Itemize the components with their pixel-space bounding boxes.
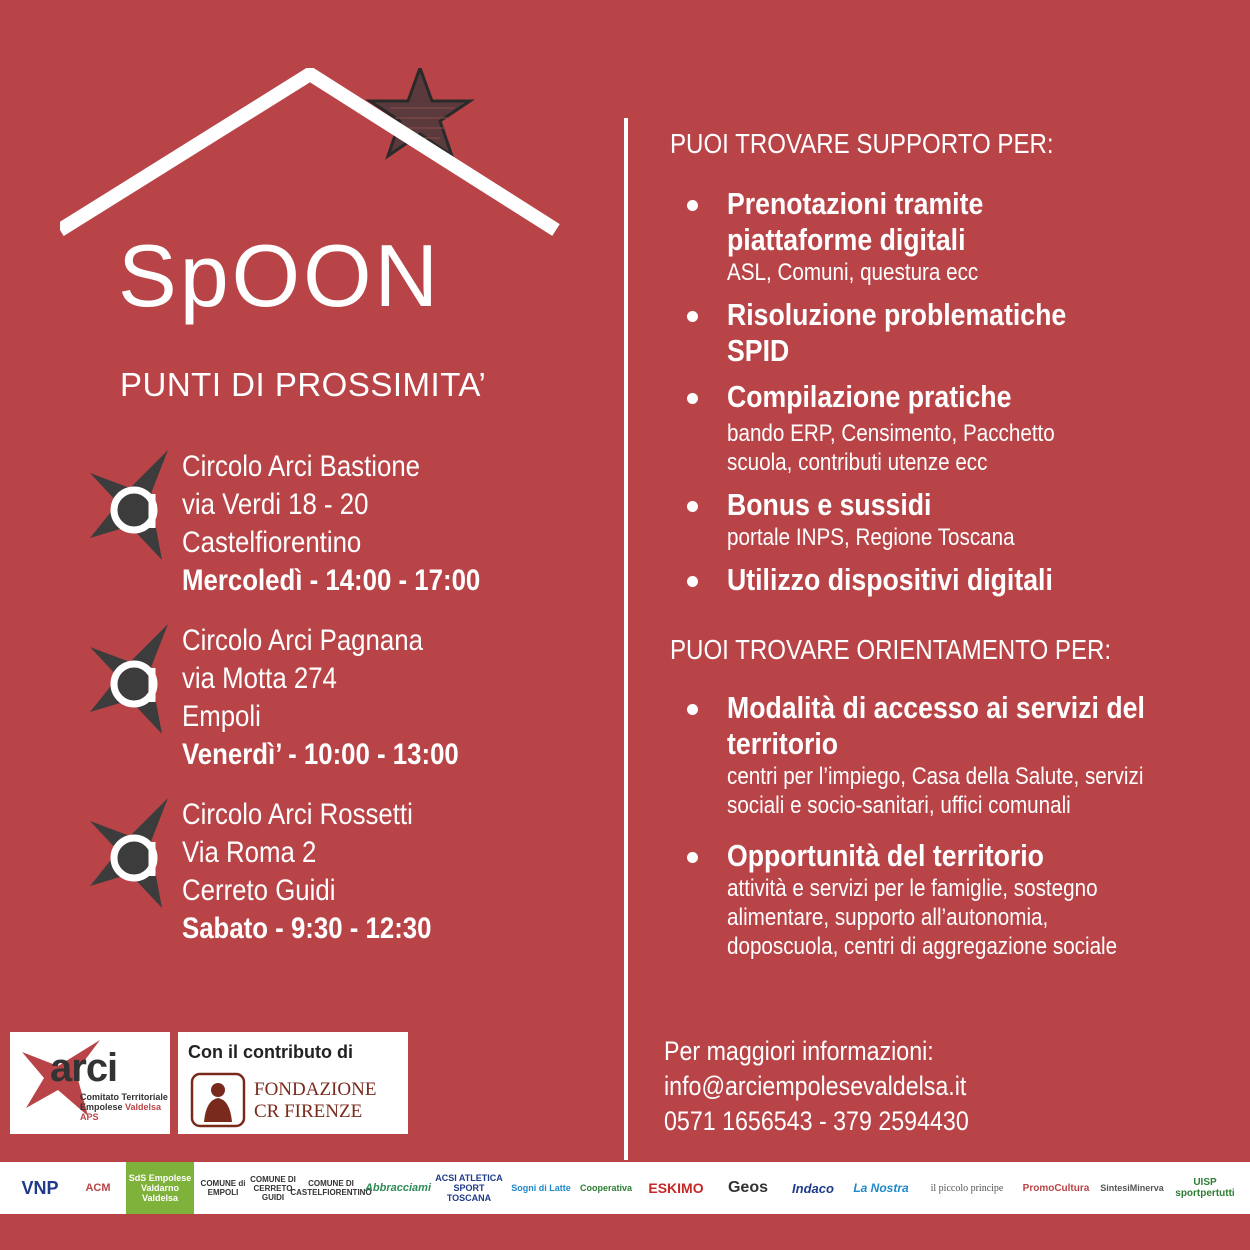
venue-card [90, 448, 610, 608]
venue-address: Via Roma 2 [182, 836, 317, 869]
arci-logo: arci Comitato Territoriale Empolese Valdelsa APS [10, 1032, 170, 1134]
venue-name: Circolo Arci Pagnana [182, 624, 423, 657]
contribution-box [178, 1032, 408, 1134]
partner-logos-strip [0, 1162, 1250, 1214]
arci-star-icon [90, 448, 180, 568]
support-title: PUOI TROVARE SUPPORTO PER: [670, 128, 1054, 159]
partner-logo: il piccolo principe [930, 1182, 1004, 1194]
partner-logo: COMUNE DI CASTELFIORENTINO [290, 1179, 372, 1197]
venue-hours: Sabato - 9:30 - 12:30 [182, 912, 432, 945]
partner-logo: VNP [21, 1177, 59, 1198]
contacts-block [664, 1034, 969, 1139]
venue-address: via Verdi 18 - 20 [182, 488, 369, 521]
bullet-icon [687, 200, 698, 211]
bullet-icon [687, 393, 698, 404]
fondazione-name: FONDAZIONE CR FIRENZE [254, 1079, 377, 1122]
bullet-icon [687, 852, 698, 863]
venue-city: Cerreto Guidi [182, 874, 336, 907]
partner-logo: La Nostra [853, 1181, 909, 1195]
column-divider [624, 118, 628, 1160]
bullet-icon [687, 576, 698, 587]
bullet-icon [687, 501, 698, 512]
contact-email-link[interactable]: info@arciempolesevaldelsa.it [664, 1071, 967, 1101]
venue-name: Circolo Arci Rossetti [182, 798, 413, 831]
partner-logo: Sogni di Latte [511, 1183, 571, 1193]
partner-logo: ACSI ATLETICA SPORT TOSCANA [435, 1173, 503, 1203]
brand-subtitle: PUNTI DI PROSSIMITA’ [120, 366, 487, 403]
venue-hours: Venerdì’ - 10:00 - 13:00 [182, 738, 459, 771]
fondazione-emblem-icon [190, 1072, 246, 1128]
list-item: Bonus e sussidi portale INPS, Regione Toscana [680, 487, 1240, 552]
venue-city: Empoli [182, 700, 261, 733]
partner-logo: ESKIMO [648, 1180, 704, 1196]
partner-logo: SintesiMinerva [1100, 1183, 1164, 1193]
partner-logo: COMUNE di EMPOLI [200, 1179, 246, 1197]
bullet-icon [687, 704, 698, 715]
venue-card [90, 622, 610, 782]
partner-logo: COMUNE DI CERRETO GUIDI [250, 1174, 296, 1202]
partner-logo: SdS Empolese Valdarno Valdelsa [126, 1162, 194, 1214]
venue-name: Circolo Arci Bastione [182, 450, 421, 483]
arci-star-icon [90, 622, 180, 742]
partner-logo: Indaco [792, 1180, 834, 1196]
list-item: Risoluzione problematiche SPID [680, 297, 1240, 369]
partner-logo: UISP sportpertutti [1175, 1177, 1235, 1199]
venue-hours: Mercoledì - 14:00 - 17:00 [182, 564, 481, 597]
brand-title: SpOON [118, 226, 442, 325]
venue-city: Castelfiorentino [182, 526, 362, 559]
house-logo [60, 68, 560, 243]
partner-logo: Abbracciami [364, 1182, 432, 1194]
partner-logo: Cooperativa [579, 1183, 632, 1193]
list-item: Compilazione pratiche bando ERP, Censimento, Pacchetto scuola, contributi utenze ecc [680, 379, 1240, 477]
contacts-label: Per maggiori informazioni: [664, 1036, 934, 1066]
list-item: Modalità di accesso ai servizi del territorio centri per l’impiego, Casa della Salute, servizi sociali e socio-sanitari, uffici comunali [680, 690, 1240, 820]
bullet-icon [687, 311, 698, 322]
partner-logo: PromoCultura [1022, 1182, 1090, 1194]
list-item: Opportunità del territorio attività e servizi per le famiglie, sostegno alimentare, supporto all’autonomia, doposcuola, centri di aggregazione sociale [680, 838, 1240, 961]
contribution-label: Con il contributo di [188, 1042, 353, 1062]
support-list [680, 186, 1240, 608]
arci-star-icon [90, 796, 180, 916]
partner-logo: Geos [727, 1179, 768, 1196]
list-item: Utilizzo dispositivi digitali [680, 562, 1240, 598]
arci-word: arci [50, 1046, 118, 1090]
list-item: Prenotazioni tramite piattaforme digitali ASL, Comuni, questura ecc [680, 186, 1240, 287]
venue-card [90, 796, 610, 956]
contact-phones: 0571 1656543 - 379 2594430 [664, 1106, 969, 1136]
venue-address: via Motta 274 [182, 662, 337, 695]
orientation-list [680, 690, 1240, 971]
orientation-title: PUOI TROVARE ORIENTAMENTO PER: [670, 634, 1112, 665]
partner-logo: ACM [85, 1182, 111, 1194]
